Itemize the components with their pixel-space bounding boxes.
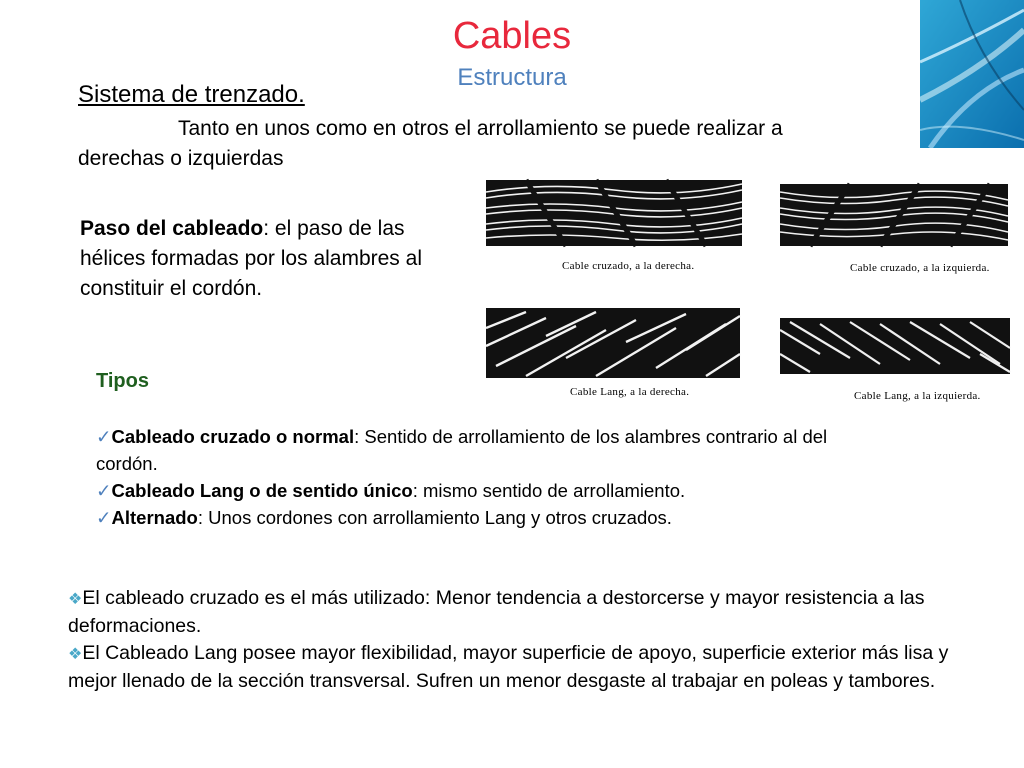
type-item-lang [96, 477, 856, 504]
slide-subtitle: Estructura [457, 64, 567, 91]
diamond-bullet-icon: ❖ [68, 646, 83, 663]
type-text: : Unos cordones con arrollamiento Lang y otros cruzados. [197, 507, 672, 528]
cable-image-lang-derecha [486, 306, 744, 402]
corner-cable-image [920, 0, 1024, 148]
cable-caption-lang-derecha: Cable Lang, a la derecha. [570, 386, 690, 398]
cable-caption-lang-izquierda: Cable Lang, a la izquierda. [854, 390, 981, 402]
type-term: Alternado [111, 507, 198, 528]
type-item-cruzado [96, 423, 856, 477]
cable-image-cruzado-derecha [486, 178, 744, 278]
notes-list [68, 585, 968, 695]
diamond-bullet-icon: ❖ [68, 591, 83, 608]
note-text: El cableado cruzado es el más utilizado: Menor tendencia a destorcerse y mayor resistencia a las deformaciones. [68, 587, 925, 637]
paso-paragraph [80, 214, 460, 304]
section-heading: Sistema de trenzado. [78, 81, 305, 108]
check-icon: ✓ [96, 426, 112, 447]
note-text: El Cableado Lang posee mayor flexibilidad, mayor superficie de apoyo, superficie exterior más lisa y mejor llenado de la sección transversal. Sufren un menor desgaste al trabajar en poleas y tambores. [68, 642, 949, 692]
intro-paragraph: Tanto en unos como en otros el arrollamiento se puede realizar a derechas o izquierdas [78, 117, 783, 170]
type-term: Cableado cruzado o normal [111, 426, 355, 447]
type-text: : Sentido de arrollamiento de los alambres contrario al del cordón. [96, 426, 828, 474]
type-term: Cableado Lang o de sentido único [111, 480, 413, 501]
note-item [68, 585, 968, 640]
cable-image-lang-izquierda [780, 314, 1014, 404]
slide-title: Cables [452, 15, 572, 57]
type-text: : mismo sentido de arrollamiento. [412, 480, 686, 501]
cable-caption-cruzado-izquierda: Cable cruzado, a la izquierda. [850, 262, 990, 274]
types-list [96, 423, 856, 531]
note-item [68, 640, 968, 695]
cable-image-cruzado-izquierda [780, 180, 1014, 280]
check-icon: ✓ [96, 480, 112, 501]
check-icon: ✓ [96, 507, 112, 528]
paso-text: : el paso de las hélices formadas por los alambres al constituir el cordón. [80, 217, 422, 300]
tipos-heading: Tipos [96, 370, 149, 392]
paso-term: Paso del cableado [80, 217, 264, 240]
cable-caption-cruzado-derecha: Cable cruzado, a la derecha. [562, 260, 695, 272]
type-item-alternado [96, 504, 856, 531]
